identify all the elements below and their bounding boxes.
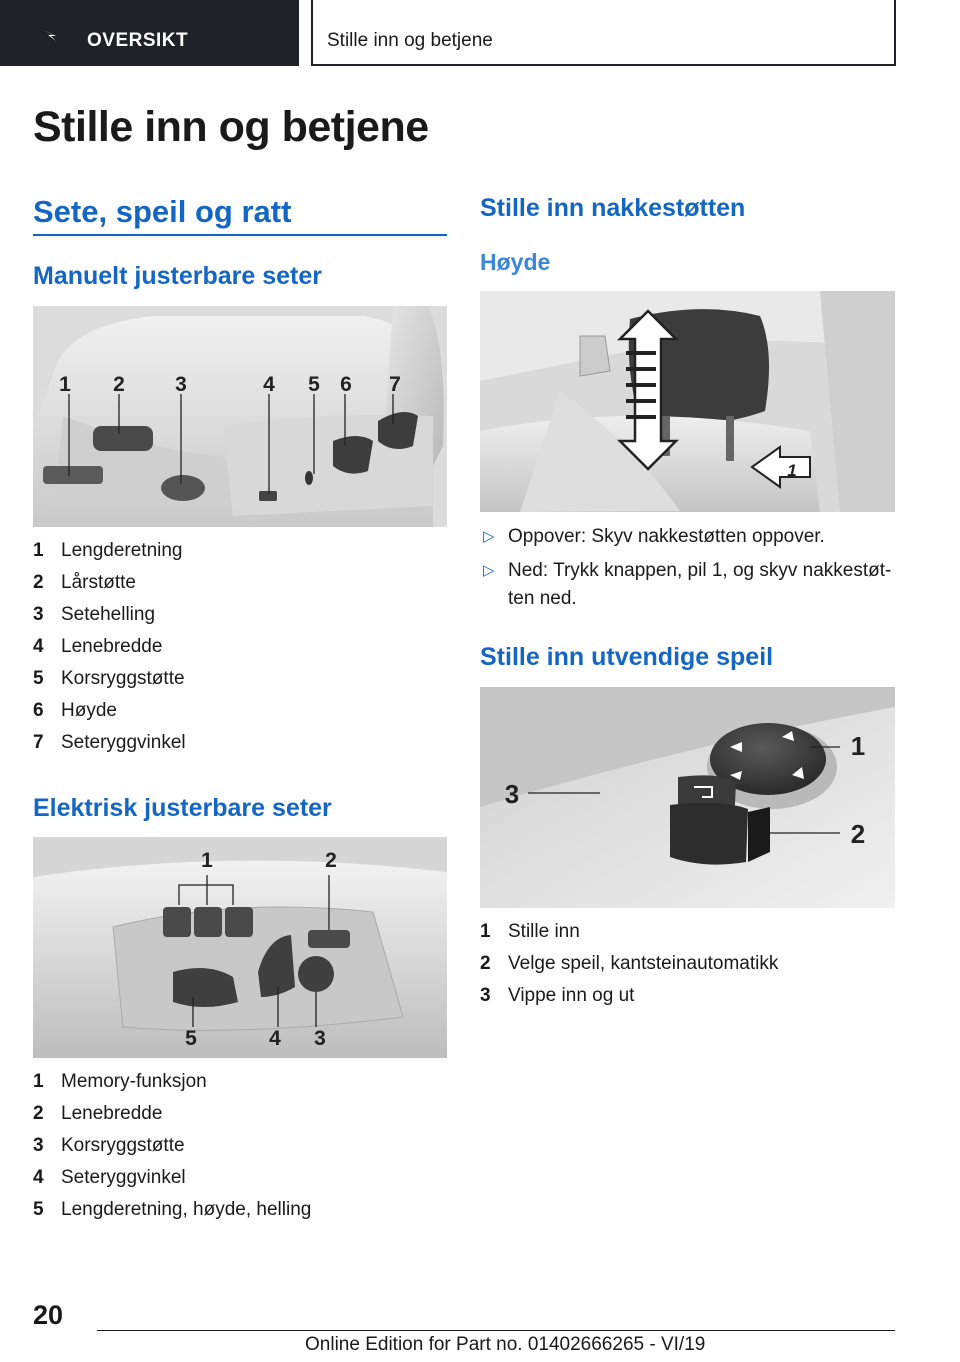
headrest-heading: Stille inn nakkestøtten [480, 194, 746, 222]
headrest-callout-1: 1 [787, 461, 797, 480]
electric-seat-legend [33, 1066, 311, 1226]
electric-callout-3: 3 [314, 1027, 326, 1050]
manual-callout-7: 7 [389, 373, 401, 396]
footer-divider [97, 1330, 895, 1331]
electric-seat-figure [33, 837, 447, 1058]
manual-callout-6: 6 [340, 373, 352, 396]
section-title: Sete, speil og ratt [33, 194, 292, 229]
bmw-arrow-icon [42, 28, 64, 42]
electric-seats-heading: Elektrisk justerbare seter [33, 794, 332, 822]
list-item: 5 Korsryggstøtte [33, 668, 185, 689]
page-number: 20 [33, 1300, 64, 1330]
mirror-legend [480, 916, 778, 1012]
list-item: 1 Lengderetning [33, 540, 183, 561]
list-item: 3 Vippe inn og ut [480, 985, 635, 1006]
triangle-bullet-icon: ▷ [483, 528, 495, 545]
electric-callout-5: 5 [185, 1027, 197, 1050]
list-item: 1 Stille inn [480, 921, 580, 942]
manual-seat-legend [33, 535, 186, 759]
breadcrumb[interactable] [311, 0, 896, 66]
list-item: 7 Seteryggvinkel [33, 732, 186, 753]
list-item: 5 Lengderetning, høyde, helling [33, 1199, 312, 1220]
list-item: 2 Lårstøtte [33, 572, 136, 593]
breadcrumb-label: Stille inn og betjene [327, 30, 493, 51]
list-item: 3 Korsryggstøtte [33, 1135, 185, 1156]
manual-callout-2: 2 [113, 373, 125, 396]
triangle-bullet-icon: ▷ [483, 562, 495, 579]
manual-callout-3: 3 [175, 373, 187, 396]
electric-callout-1: 1 [201, 849, 213, 872]
manual-seat-figure [33, 306, 447, 527]
mirror-switch-figure [480, 687, 895, 908]
mirror-callout-1: 1 [850, 731, 866, 761]
list-item: 1 Memory-funksjon [33, 1071, 207, 1092]
mirror-callout-3: 3 [504, 779, 520, 809]
list-item: 4 Seteryggvinkel [33, 1167, 186, 1188]
manual-callout-5: 5 [308, 373, 320, 396]
mirrors-heading: Stille inn utvendige speil [480, 643, 774, 671]
list-item: 3 Setehelling [33, 604, 156, 625]
edition-info: Online Edition for Part no. 01402666265 - VI/19 [305, 1334, 706, 1355]
section-divider [33, 234, 447, 236]
overview-tab-label: OVERSIKT [87, 30, 189, 51]
manual-callout-1: 1 [59, 373, 71, 396]
headrest-figure [480, 291, 895, 512]
list-item: ▷ Ned: Trykk knappen, pil 1, og skyv nakkestøt-ten ned. [480, 557, 896, 613]
page-title: Stille inn og betjene [33, 103, 429, 151]
manual-callout-4: 4 [263, 373, 275, 396]
list-item: ▷ Oppover: Skyv nakkestøtten oppover. [480, 523, 896, 551]
electric-callout-2: 2 [325, 849, 337, 872]
electric-callout-4: 4 [269, 1027, 281, 1050]
overview-tab[interactable] [0, 0, 299, 66]
headrest-steps [480, 523, 896, 613]
headrest-subheading: Høyde [480, 249, 551, 275]
list-item: 6 Høyde [33, 700, 117, 721]
manual-seats-heading: Manuelt justerbare seter [33, 262, 322, 290]
list-item: 4 Lenebredde [33, 636, 163, 657]
mirror-callout-2: 2 [850, 819, 866, 849]
list-item: 2 Velge speil, kantsteinautomatikk [480, 953, 779, 974]
list-item: 2 Lenebredde [33, 1103, 163, 1124]
